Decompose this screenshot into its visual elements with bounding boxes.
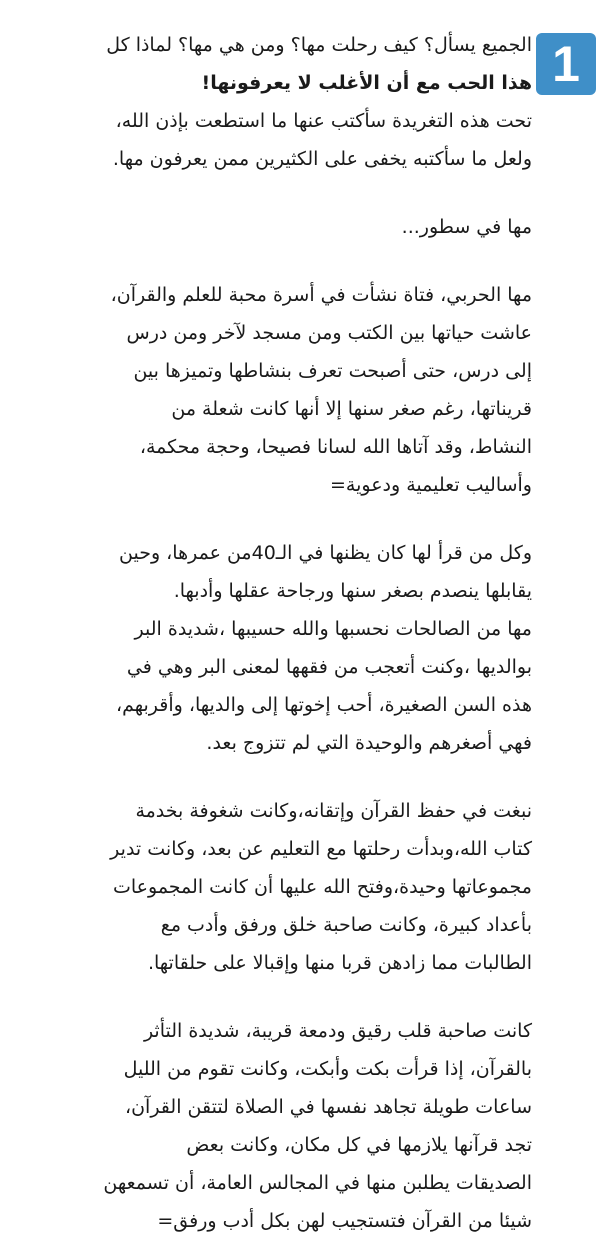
text-line: بأعداد كبيرة، وكانت صاحبة خلق ورفق وأدب مع (160, 914, 532, 936)
text-line: هذا الحب مع أن الأغلب لا يعرفونها! (201, 72, 532, 94)
text-line: النشاط، وقد آتاها الله لسانا فصيحا، وحجة محكمة، (139, 436, 532, 458)
text-line: ساعات طويلة تجاهد نفسها في الصلاة لتتقن القرآن، (124, 1096, 532, 1118)
tweet-number-badge: 1 (536, 33, 596, 95)
text-line: كتاب الله،وبدأت رحلتها مع التعليم عن بعد، وكانت تدير (110, 838, 532, 860)
text-line: يقابلها ينصدم بصغر سنها ورجاحة عقلها وأدبها. (173, 580, 532, 602)
text-line: وكل من قرأ لها كان يظنها في الـ40من عمرها، وحين (119, 542, 532, 564)
text-line: بالقرآن، إذا قرأت بكت وأبكت، وكانت تقوم من الليل (123, 1058, 532, 1080)
paragraph-quran (18, 792, 532, 982)
text-line: تحت هذه التغريدة سأكتب عنها ما استطعت بإذن الله، (115, 110, 532, 132)
text-line: إلى درس، حتى أصبحت تعرف بنشاطها وتميزها بين (133, 360, 532, 382)
text-line: فهي أصغرهم والوحيدة التي لم تتزوج بعد. (206, 732, 532, 754)
paragraph-intro (18, 26, 532, 178)
paragraph-biography (18, 276, 532, 504)
text-line: تجد قرآنها يلازمها في كل مكان، وكانت بعض (186, 1134, 532, 1156)
text-line: عاشت حياتها بين الكتب ومن مسجد لآخر ومن درس (126, 322, 532, 344)
text-line: وأساليب تعليمية ودعوية= (330, 474, 532, 496)
thread-text (18, 26, 532, 1240)
text-line: ولعل ما سأكتبه يخفى على الكثيرين ممن يعرفون مها. (112, 148, 532, 170)
text-line: الصديقات يطلبن منها في المجالس العامة، أن تسمعهن (103, 1172, 532, 1194)
paragraph-heart (18, 1012, 532, 1240)
text-line: بوالديها ،وكنت أتعجب من فقهها لمعنى البر وهي في (126, 656, 532, 678)
text-line: مها في سطور... (401, 216, 532, 238)
text-line: هذه السن الصغيرة، أحب إخوتها إلى والديها، وأقربهم، (115, 694, 532, 716)
text-line: مجموعاتها وحيدة،وفتح الله عليها أن كانت المجموعات (112, 876, 532, 898)
text-line: قريناتها، رغم صغر سنها إلا أنها كانت شعلة من (171, 398, 532, 420)
text-line: مها الحربي، فتاة نشأت في أسرة محبة للعلم والقرآن، (110, 284, 532, 306)
text-line: شيئا من القرآن فتستجيب لهن بكل أدب ورفق= (157, 1210, 532, 1232)
text-line: مها من الصالحات نحسبها والله حسيبها ،شديدة البر (134, 618, 532, 640)
paragraph-character (18, 534, 532, 762)
text-line: الجميع يسأل؟ كيف رحلت مها؟ ومن هي مها؟ لماذا كل (106, 34, 532, 56)
text-line: الطالبات مما زادهن قربا منها وإقبالا على حلقاتها. (147, 952, 532, 974)
text-line: نبغت في حفظ القرآن وإتقانه،وكانت شغوفة بخدمة (135, 800, 532, 822)
text-line: كانت صاحبة قلب رقيق ودمعة قريبة، شديدة التأثر (143, 1020, 532, 1042)
paragraph-heading (18, 208, 532, 246)
